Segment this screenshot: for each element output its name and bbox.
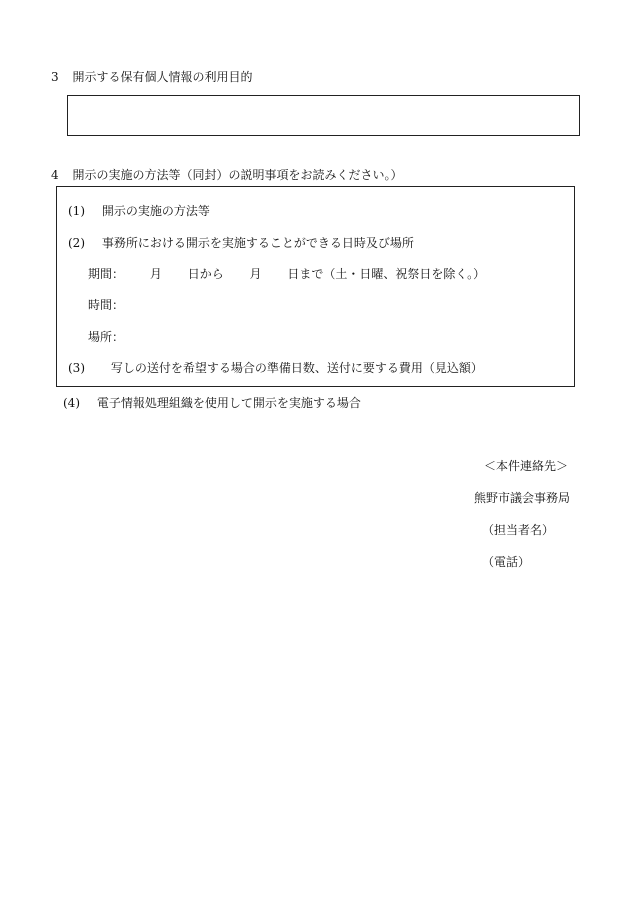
place-label: 場所： — [88, 330, 125, 344]
time-label: 時間： — [88, 298, 125, 312]
section3-number: 3 — [51, 70, 59, 84]
item2-number: (2) — [68, 236, 85, 250]
period-row — [88, 268, 485, 280]
period-day-from: 日から — [187, 267, 224, 281]
item3-number: (3) — [68, 361, 85, 375]
item2 — [68, 237, 414, 249]
item1 — [68, 205, 210, 217]
contact-heading: ＜本件連絡先＞ — [484, 459, 569, 473]
section3-title: 開示する保有個人情報の利用目的 — [72, 70, 253, 84]
item3-text: 写しの送付を希望する場合の準備日数、送付に要する費用（見込額） — [110, 361, 483, 375]
item1-number: (1) — [68, 204, 85, 218]
period-month2: 月 — [249, 267, 262, 281]
item4-text: 電子情報処理組織を使用して開示を実施する場合 — [96, 396, 361, 410]
section4-heading — [51, 169, 402, 181]
item3 — [68, 362, 483, 374]
place-row — [88, 331, 124, 343]
section3-heading — [51, 71, 252, 83]
section4-number: 4 — [51, 168, 59, 182]
item1-text: 開示の実施の方法等 — [101, 204, 210, 218]
period-day-until: 日まで（土・日曜、祝祭日を除く。） — [287, 267, 486, 281]
contact-office: 熊野市議会事務局 — [474, 491, 571, 505]
time-row — [88, 299, 124, 311]
item4 — [63, 397, 361, 409]
contact-person: （担当者名） — [482, 523, 555, 537]
period-label: 期間： — [88, 267, 125, 281]
section4-title: 開示の実施の方法等（同封）の説明事項をお読みください。） — [72, 168, 403, 182]
purpose-box — [67, 95, 580, 136]
contact-phone: （電話） — [482, 555, 531, 569]
item4-number: (4) — [63, 396, 80, 410]
item2-text: 事務所における開示を実施することができる日時及び場所 — [101, 236, 414, 250]
period-month1: 月 — [149, 267, 162, 281]
